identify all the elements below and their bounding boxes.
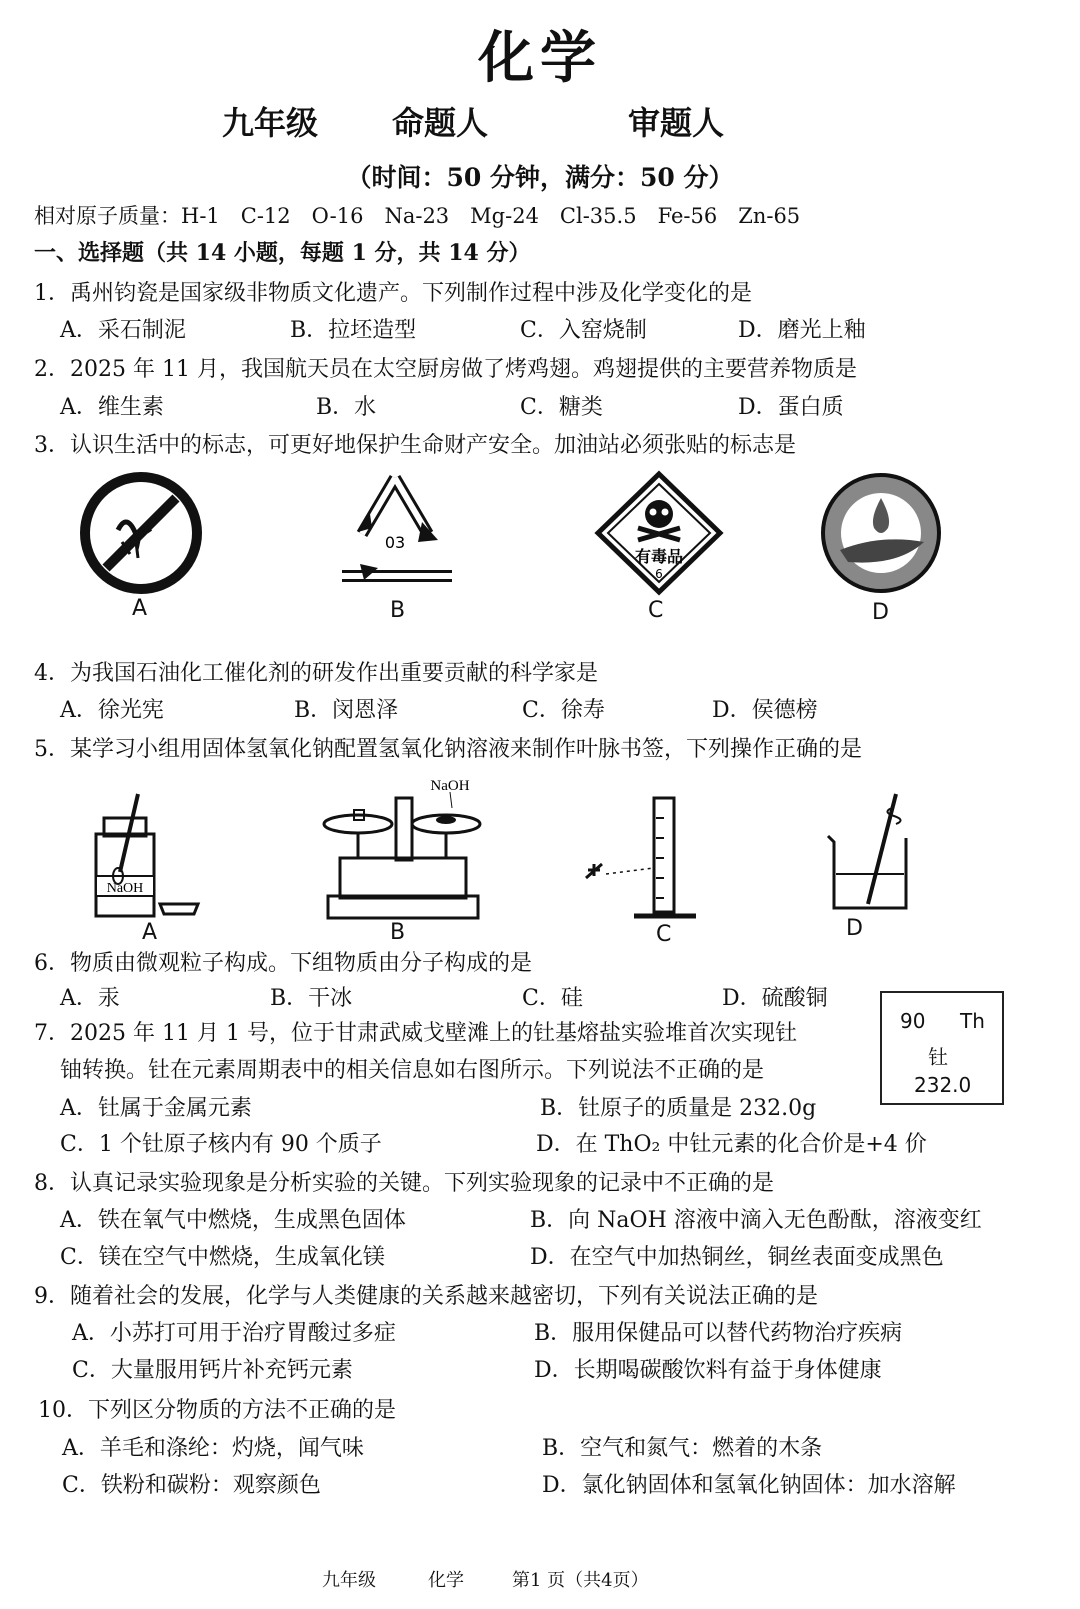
exam-title: 化学: [478, 25, 602, 91]
author-label: 命题人: [392, 104, 489, 142]
q8-option-b[interactable]: B．向 NaOH 溶液中滴入无色酚酞，溶液变红: [530, 1208, 982, 1233]
bottle-label: NaOH: [106, 881, 144, 896]
element-symbol: Th: [960, 1009, 985, 1033]
q10-option-b[interactable]: B．空气和氮气：燃着的木条: [542, 1436, 823, 1461]
reagent-bottle-icon[interactable]: [86, 788, 206, 922]
balance-scale-icon[interactable]: [318, 774, 490, 924]
recycle-code: 03: [384, 533, 406, 552]
q7-option-c[interactable]: C．1 个钍原子核内有 90 个质子: [60, 1132, 382, 1157]
reviewer-label: 审题人: [628, 104, 725, 142]
question-5-stem: 5．某学习小组用固体氢氧化钠配置氢氧化钠溶液来制作叶脉书签，下列操作正确的是: [34, 737, 862, 762]
q8-option-c[interactable]: C．镁在空气中燃烧，生成氧化镁: [60, 1245, 385, 1270]
footer-grade: 九年级: [322, 1570, 376, 1591]
q4-option-c[interactable]: C．徐寿: [522, 698, 605, 723]
q2-option-d[interactable]: D．蛋白质: [738, 395, 844, 420]
q8-option-a[interactable]: A．铁在氧气中燃烧，生成黑色固体: [60, 1208, 406, 1233]
question-8-stem: 8．认真记录实验现象是分析实验的关键。下列实验现象的记录中不正确的是: [34, 1171, 774, 1196]
grade-label: 九年级: [222, 104, 319, 142]
q2-option-a[interactable]: A．维生素: [60, 395, 164, 420]
graduated-cylinder-icon[interactable]: [584, 794, 714, 924]
q3-figure-label-c: C: [648, 598, 664, 623]
q9-option-d[interactable]: D．长期喝碳酸饮料有益于身体健康: [534, 1358, 882, 1383]
atomic-masses: 相对原子质量：H-1 C-12 O-16 Na-23 Mg-24 Cl-35.5 Fe-56 Zn-65: [34, 204, 801, 228]
q10-option-a[interactable]: A．羊毛和涤纶：灼烧，闻气味: [62, 1436, 364, 1461]
q7-option-a[interactable]: A．钍属于金属元素: [60, 1096, 252, 1121]
q5-figure-label-d: D: [846, 916, 863, 941]
q9-option-b[interactable]: B．服用保健品可以替代药物治疗疾病: [534, 1321, 903, 1346]
q8-option-d[interactable]: D．在空气中加热铜丝，铜丝表面变成黑色: [530, 1245, 944, 1270]
toxic-label: 有毒品: [634, 547, 684, 566]
q3-figure-label-d: D: [872, 600, 889, 625]
q1-option-b[interactable]: B．拉坯造型: [290, 318, 417, 343]
q6-option-d[interactable]: D．硫酸铜: [722, 986, 828, 1011]
q4-option-a[interactable]: A．徐光宪: [60, 698, 164, 723]
beaker-stirring-icon[interactable]: [820, 790, 916, 916]
element-name: 钍: [928, 1045, 948, 1069]
footer-subject: 化学: [428, 1570, 464, 1591]
q7-option-b[interactable]: B．钍原子的质量是 232.0g: [540, 1096, 817, 1121]
section-title: 一、选择题（共 14 小题，每题 1 分，共 14 分）: [34, 240, 531, 266]
q9-option-a[interactable]: A．小苏打可用于治疗胃酸过多症: [72, 1321, 396, 1346]
q4-option-b[interactable]: B．闵恩泽: [294, 698, 399, 723]
q5-figure-label-b: B: [390, 920, 406, 945]
question-10-stem: 10．下列区分物质的方法不正确的是: [38, 1398, 396, 1423]
footer-page: 第1 页（共4页）: [512, 1570, 649, 1591]
toxic-class: 6: [655, 567, 663, 581]
toxic-sign-icon[interactable]: [594, 470, 724, 596]
no-smoking-sign-icon[interactable]: [78, 470, 204, 596]
q1-option-d[interactable]: D．磨光上釉: [738, 318, 866, 343]
q9-option-c[interactable]: C．大量服用钙片补充钙元素: [72, 1358, 353, 1383]
element-info-box: [880, 991, 1004, 1105]
question-7-stem-line2: 铀转换。钍在元素周期表中的相关信息如右图所示。下列说法不正确的是: [60, 1058, 765, 1083]
question-7-stem-line1: 7．2025 年 11 月 1 号，位于甘肃武威戈壁滩上的钍基熔盐实验堆首次实现钍: [34, 1021, 797, 1046]
q3-figure-label-b: B: [390, 598, 406, 623]
water-saving-sign-icon[interactable]: [818, 470, 944, 596]
q5-figure-label-a: A: [142, 920, 158, 945]
element-number: 90: [900, 1009, 926, 1033]
question-4-stem: 4．为我国石油化工催化剂的研发作出重要贡献的科学家是: [34, 661, 598, 686]
q1-option-a[interactable]: A．采石制泥: [60, 318, 186, 343]
question-9-stem: 9．随着社会的发展，化学与人类健康的关系越来越密切，下列有关说法正确的是: [34, 1284, 818, 1309]
q6-option-c[interactable]: C．硅: [522, 986, 583, 1011]
question-3-stem: 3．认识生活中的标志，可更好地保护生命财产安全。加油站必须张贴的标志是: [34, 433, 796, 458]
time-info: （时间：50 分钟，满分：50 分）: [346, 163, 734, 192]
question-6-stem: 6．物质由微观粒子构成。下组物质由分子构成的是: [34, 951, 532, 976]
question-2-stem: 2．2025 年 11 月，我国航天员在太空厨房做了烤鸡翅。鸡翅提供的主要营养物质是: [34, 357, 857, 382]
balance-label: NaOH: [430, 778, 470, 794]
recycle-sign-icon[interactable]: [330, 470, 460, 588]
q5-figure-label-c: C: [656, 922, 672, 947]
q6-option-b[interactable]: B．干冰: [270, 986, 353, 1011]
q4-option-d[interactable]: D．侯德榜: [712, 698, 818, 723]
q3-figure-label-a: A: [132, 596, 148, 621]
element-mass: 232.0: [914, 1073, 972, 1097]
q7-option-d[interactable]: D．在 ThO₂ 中钍元素的化合价是+4 价: [536, 1132, 927, 1157]
q2-option-b[interactable]: B．水: [316, 395, 377, 420]
q6-option-a[interactable]: A．汞: [60, 986, 120, 1011]
q10-option-c[interactable]: C．铁粉和碳粉：观察颜色: [62, 1473, 321, 1498]
q2-option-c[interactable]: C．糖类: [520, 395, 603, 420]
q1-option-c[interactable]: C．入窑烧制: [520, 318, 647, 343]
question-1-stem: 1．禹州钧瓷是国家级非物质文化遗产。下列制作过程中涉及化学变化的是: [34, 281, 752, 306]
q10-option-d[interactable]: D．氯化钠固体和氢氧化钠固体：加水溶解: [542, 1473, 956, 1498]
